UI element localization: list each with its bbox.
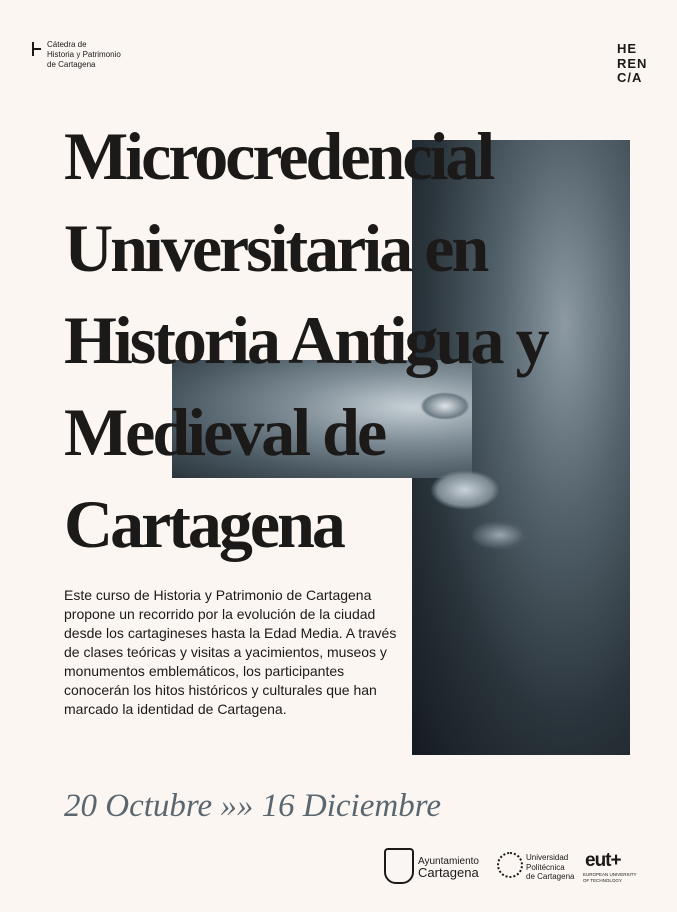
upct-seal-icon <box>497 852 523 878</box>
title-line: Microcredencial <box>64 118 493 194</box>
ayto-small: Ayuntamiento <box>418 856 479 867</box>
brand-line-2: REN <box>617 55 648 71</box>
catedra-name <box>47 40 121 70</box>
herencia-logo <box>617 42 647 86</box>
eut-subtitle: EUROPEAN UNIVERSITY OF TECHNOLOGY <box>583 872 637 883</box>
upct-line: de Cartagena <box>526 872 575 881</box>
org-line-1: Cátedra de <box>47 40 87 49</box>
brand-line-1: HE <box>617 41 638 56</box>
ayuntamiento-logo <box>418 856 479 896</box>
title-line: Medieval de <box>64 394 385 470</box>
upct-logo <box>526 853 574 893</box>
course-dates: 20 Octubre »» 16 Diciembre <box>64 788 441 824</box>
title-line: Cartagena <box>64 486 343 562</box>
ayto-big: Cartagena <box>418 865 479 880</box>
eut-logo: eut+ <box>585 850 621 871</box>
title-line: Historia Antigua y <box>64 302 547 378</box>
org-line-2: Historia y Patrimonio <box>47 50 121 59</box>
upct-line: Politécnica <box>526 862 565 872</box>
title-line: Universitaria en <box>64 210 487 286</box>
page-title <box>64 110 624 570</box>
course-description: Este curso de Historia y Patrimonio de Cartagena propone un recorrido por la evolución de la ciudad desde los cartagineses hasta la Edad Media. A través de clases teóricas y visitas a yacimientos, museos y monumentos emblemáticos, los participantes conocerán los hitos históricos y culturales que han marcado la identidad de Cartagena. <box>64 587 397 717</box>
upct-line: Universidad <box>526 853 569 862</box>
ayuntamiento-crest-icon <box>384 848 414 884</box>
org-line-3: de Cartagena <box>47 60 96 69</box>
brand-line-3: C/A <box>617 70 643 85</box>
catedra-logo-icon <box>32 42 41 56</box>
